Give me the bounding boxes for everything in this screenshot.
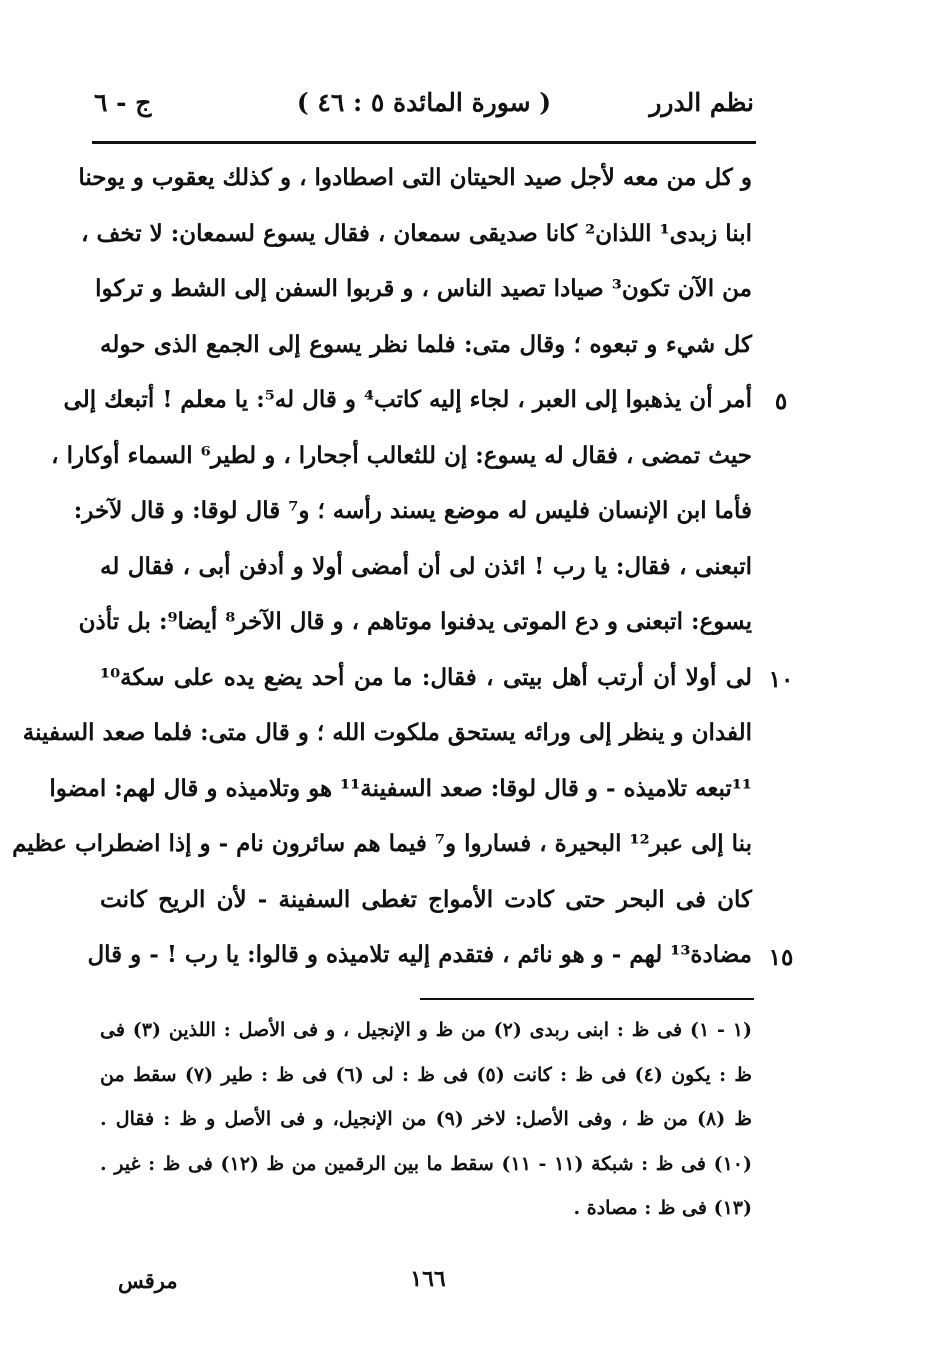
text-line: بنا إلى عبر¹² البحيرة ، فساروا و⁷ فيما هم سائرون نام - و إذا اضطراب عظيم xyxy=(12,830,752,857)
page-number: ١٦٦ xyxy=(410,1266,446,1292)
main-text xyxy=(12,150,752,983)
footnote-line: ظ (٨) من ظ ، وفى الأصل: لاخر (٩) من الإنجيل، و فى الأصل و ظ : فقال . xyxy=(100,1108,752,1130)
text-line: ¹¹تبعه تلاميذه - و قال لوقا: صعد السفينة¹¹ هو وتلاميذه و قال لهم: امضوا xyxy=(49,774,752,802)
volume-part: ج - ٦ xyxy=(94,88,152,117)
text-line: كل شيء و تبعوه ؛ وقال متى: فلما نظر يسوع إلى الجمع الذى حوله xyxy=(100,330,752,358)
text-line: ابنا زبدى¹ اللذان² كانا صديقى سمعان ، فقال يسوع لسمعان: لا تخف ، xyxy=(81,219,752,247)
line-number-10: ١٠ xyxy=(768,666,794,693)
text-line: كان فى البحر حتى كادت الأمواج تغطى السفينة - لأن الريح كانت xyxy=(100,885,752,913)
footnote-line: (١٣) فى ظ : مصادة . xyxy=(573,1197,752,1219)
text-line: أمر أن يذهبوا إلى العبر ، لجاء إليه كاتب⁴ و قال له⁵: يا معلم ! أتبعك إلى xyxy=(63,386,752,413)
signature-mark: مرقس xyxy=(118,1268,178,1293)
footnotes xyxy=(100,1008,752,1231)
footnote-line: (١ - ١) فى ظ : ابنى ربدى (٢) من ظ و الإنجيل ، و فى الأصل : اللذين (٣) فى xyxy=(100,1019,752,1041)
text-line: لى أولا أن أرتب أهل بيتى ، فقال: ما من أحد يضع يده على سكة¹⁰ xyxy=(100,663,752,691)
text-line: فأما ابن الإنسان فليس له موضع يسند رأسه ؛ و⁷ قال لوقا: و قال لآخر: xyxy=(73,497,752,524)
footnote-separator xyxy=(420,998,754,1000)
footnote-line: ظ : يكون (٤) فى ظ : كانت (٥) فى ظ : لى (٦) فى ظ : طير (٧) سقط من xyxy=(100,1063,753,1086)
text-line: حيث تمضى ، فقال له يسوع: إن للثعالب أجحارا ، و لطير⁶ السماء أوكارا ، xyxy=(51,441,752,469)
text-line: يسوع: اتبعنى و دع الموتى يدفنوا موتاهم ، و قال الآخر⁸ أيضا⁹: بل تأذن xyxy=(78,608,752,635)
text-line: مضادة¹³ لهم - و هو نائم ، فتقدم إليه تلاميذه و قالوا: يا رب ! - و قال xyxy=(87,941,752,968)
text-line: و كل من معه لأجل صيد الحيتان التى اصطادوا ، و كذلك يعقوب و يوحنا xyxy=(78,164,752,191)
line-number-15: ١٥ xyxy=(768,944,794,971)
page-header xyxy=(94,84,754,124)
text-line: من الآن تكون³ صيادا تصيد الناس ، و قربوا السفن إلى الشط و تركوا xyxy=(95,275,752,302)
footnote-line: (١٠) فى ظ : شبكة (١١ - ١١) سقط ما بين الرقمين من ظ (١٢) فى ظ : غير . xyxy=(100,1152,752,1175)
surah-reference: ( سورة المائدة ٥ : ٤٦ ) xyxy=(296,88,552,117)
header-rule xyxy=(92,141,756,144)
text-line: الفدان و ينظر إلى ورائه يستحق ملكوت الله ؛ و قال متى: فلما صعد السفينة xyxy=(22,719,752,746)
line-number-5: ٥ xyxy=(774,388,788,415)
book-title: نظم الدرر xyxy=(649,88,754,117)
text-line: اتبعنى ، فقال: يا رب ! ائذن لى أن أمضى أولا و أدفن أبى ، فقال له xyxy=(100,552,752,580)
